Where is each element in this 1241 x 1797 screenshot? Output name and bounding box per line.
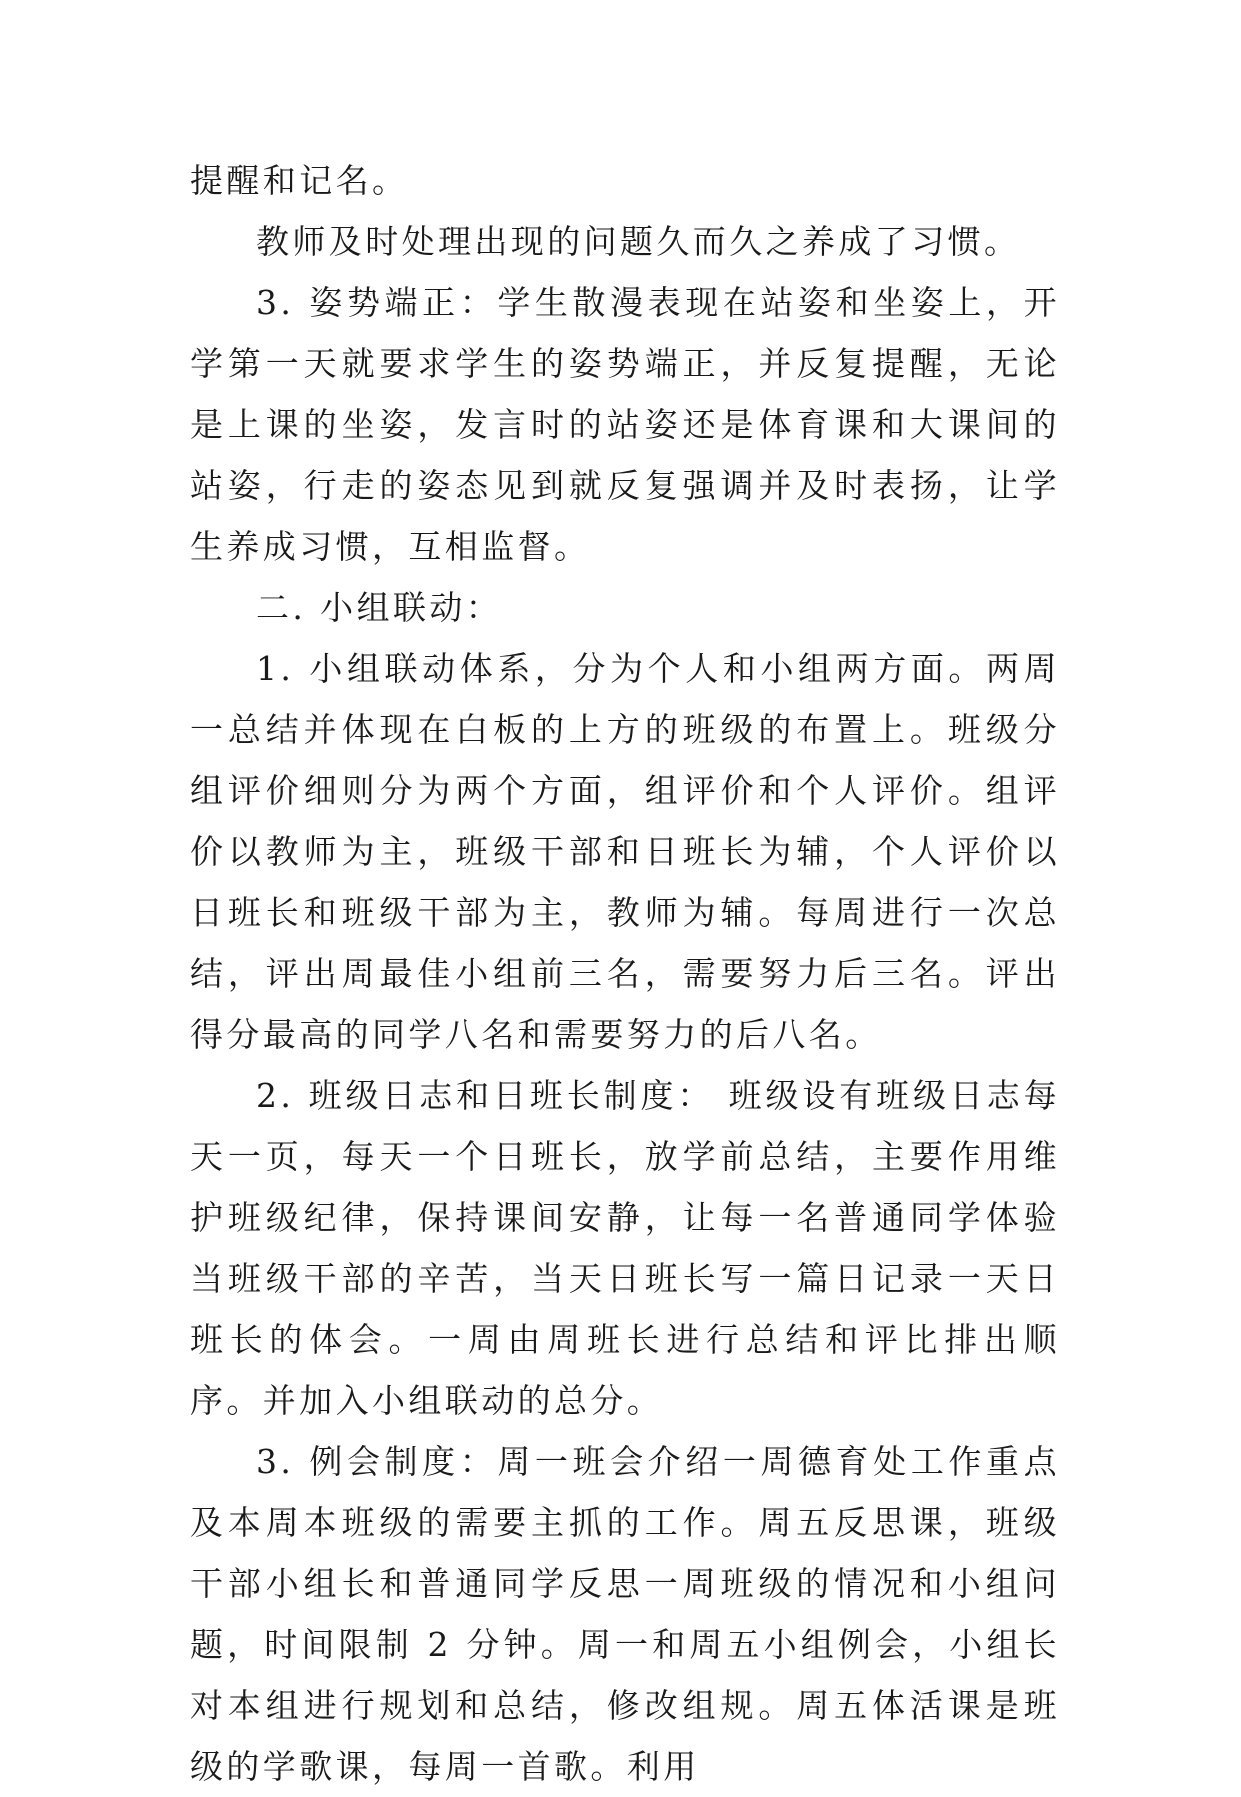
- paragraph-6: 2. 班级日志和日班长制度： 班级设有班级日志每天一页，每天一个日班长，放学前总结，主要作用维护班级纪律，保持课间安静，让每一名普通同学体验当班级干部的辛苦，当天日班长写一篇日记录一天日班长的体会。一周由周班长进行总结和评比排出顺序。并加入小组联动的总分。: [190, 1076, 1060, 1420]
- paragraph-2: 教师及时处理出现的问题久而久之养成了习惯。: [256, 222, 1021, 261]
- document-body: [190, 150, 1060, 1797]
- section-heading: 二. 小组联动：: [256, 588, 503, 627]
- paragraph-5: 1. 小组联动体系，分为个人和小组两方面。两周一总结并体现在白板的上方的班级的布置上。班级分组评价细则分为两个方面，组评价和个人评价。组评价以教师为主，班级干部和日班长为辅，个人评价以日班长和班级干部为主，教师为辅。每周进行一次总结，评出周最佳小组前三名，需要努力后三名。评出得分最高的同学八名和需要努力的后八名。: [190, 649, 1060, 1054]
- paragraph-3: 3. 姿势端正：学生散漫表现在站姿和坐姿上，开学第一天就要求学生的姿势端正，并反复提醒，无论是上课的坐姿，发言时的站姿还是体育课和大课间的站姿，行走的姿态见到就反复强调并及时表扬，让学生养成习惯，互相监督。: [190, 283, 1060, 566]
- paragraph-1: 提醒和记名。: [190, 161, 409, 200]
- paragraph-7: 3. 例会制度：周一班会介绍一周德育处工作重点及本周本班级的需要主抓的工作。周五反思课，班级干部小组长和普通同学反思一周班级的情况和小组问题，时间限制 2 分钟。周一和周五小组例会，小组长对本组进行规划和总结，修改组规。周五体活课是班级的学歌课，每周一首歌。利用: [190, 1442, 1060, 1786]
